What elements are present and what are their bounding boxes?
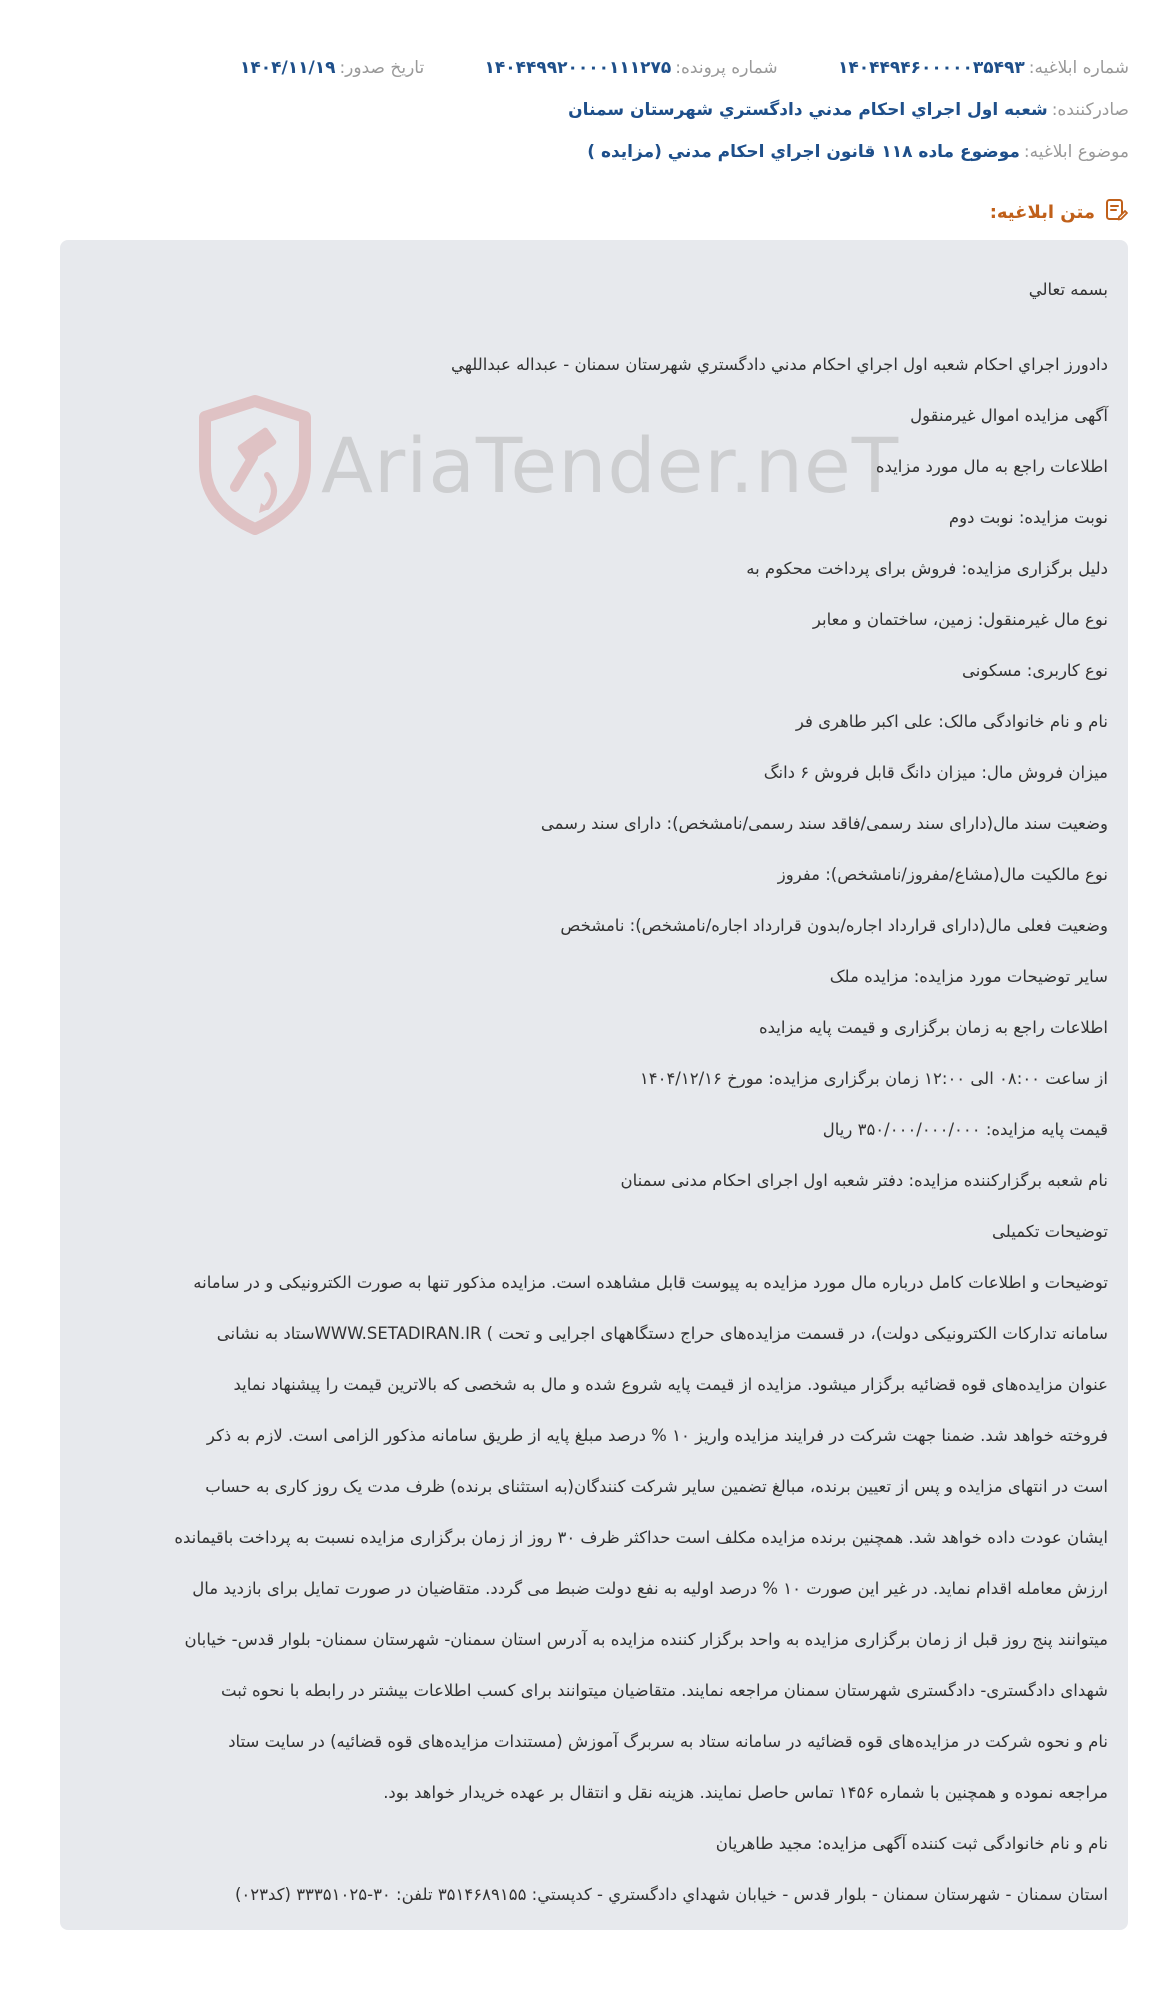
notice-line: مراجعه نموده و همچنین با شماره ۱۴۵۶ تماس حاصل نمایند. هزینه نقل و انتقال بر عهده خریدار خواهد بود. [383, 1783, 1108, 1802]
notice-line: نوبت مزایده: نوبت دوم [948, 508, 1108, 527]
notice-text-heading [990, 197, 1129, 228]
notice-line: اطلاعات راجع به زمان برگزاری و قیمت پایه مزایده [758, 1018, 1108, 1037]
notice-line: نام شعبه برگزارکننده مزایده: دفتر شعبه اول اجرای احکام مدنی سمنان [620, 1171, 1108, 1190]
case-number: ۱۴۰۴۴۹۹۲۰۰۰۰۱۱۱۲۷۵ [484, 58, 672, 78]
subject-label: موضوع ابلاغيه: [1023, 142, 1129, 162]
notice-line: عنوان مزایده‌های قوه قضائیه برگزار میشود. مزایده از قیمت پایه شروع شده و مال به شخصی که بالاترین قیمت را پیشنهاد نماید [233, 1375, 1108, 1394]
subject: موضوع ماده ۱۱۸ قانون اجراي احكام مدني (مزايده ) [587, 142, 1020, 162]
notice-meta-row [60, 56, 1129, 80]
notice-line: است در انتهای مزایده و پس از تعیین برنده، مبالغ تضمین سایر شرکت کنندگان(به استثنای برنده) ظرف مدت یک روز کاری به حساب [205, 1477, 1108, 1496]
notice-line: شهدای دادگستری- دادگستری شهرستان سمنان مراجعه نمایند. متقاضیان میتوانند برای کسب اطلاعات بیشتر در رابطه با نحوه ثبت [221, 1681, 1108, 1700]
notice-line: نام و نام خانوادگی مالک: علی اکبر طاهری فر [795, 712, 1108, 731]
notice-line: دادورز اجراي احكام شعبه اول اجراي احكام مدني دادگستري شهرستان سمنان - عبداله عبداللهي [450, 355, 1108, 374]
issue-date-field [240, 56, 424, 80]
notice-line: سایر توضیحات مورد مزایده: مزایده ملک [829, 967, 1108, 986]
notice-line: توضیحات تکمیلی [992, 1222, 1108, 1241]
issuer-row [60, 98, 1129, 122]
issue-date-label: تاريخ صدور: [339, 58, 425, 78]
notice-line: میتوانند پنج روز قبل از زمان برگزاری مزایده به واحد برگزار کننده مزایده به آدرس استان سمنان- شهرستان سمنان- بلوار قدس- خیابان [184, 1630, 1108, 1649]
notice-line: استان سمنان - شهرستان سمنان - بلوار قدس - خيابان شهداي دادگستري - كدپستي: ۳۵۱۴۶۸۹۱۵۵ تلفن: ۳۰-۳۳۳۵۱۰۲۵ (کد۰۲۳) [234, 1885, 1108, 1904]
notice-body [78, 264, 1108, 1920]
notice-text-box [60, 240, 1128, 1930]
issue-date: ۱۴۰۴/۱۱/۱۹ [240, 58, 336, 78]
notice-line: دلیل برگزاری مزایده: فروش برای پرداخت محکوم به [746, 559, 1108, 578]
subject-row [60, 140, 1129, 164]
notice-line: اطلاعات راجع به مال مورد مزایده [875, 457, 1108, 476]
case-number-label: شماره پرونده: [675, 58, 778, 78]
notice-line: بسمه تعالي [1028, 280, 1108, 299]
case-number-field [485, 56, 778, 80]
notice-line: آگهی مزایده اموال غیرمنقول [910, 406, 1108, 425]
issuer: شعبه اول اجراي احكام مدني دادگستري شهرستان سمنان [568, 100, 1048, 120]
notice-line: فروخته خواهد شد. ضمنا جهت شرکت در فرایند مزایده واریز ۱۰ % درصد مبلغ پایه از طریق سامانه مذکور الزامی است. لازم به ذکر [206, 1426, 1108, 1445]
notice-number-label: شماره ابلاغيه: [1028, 58, 1129, 78]
notice-line: نوع مالکیت مال(مشاع/مفروز/نامشخص): مفروز [777, 865, 1108, 884]
notice-line: نام و نحوه شرکت در مزایده‌های قوه قضائیه در سامانه ستاد به سربرگ آموزش (مستندات مزایده‌های قوه قضائیه) در سایت ستاد [228, 1732, 1108, 1751]
notice-line: توضیحات و اطلاعات کامل درباره مال مورد مزایده به پیوست قابل مشاهده است. مزایده مذکور تنها به صورت الکترونیکی و در سامانه [193, 1273, 1108, 1292]
notice-number-field [838, 56, 1129, 80]
notice-number: ۱۴۰۴۴۹۴۶۰۰۰۰۰۳۵۴۹۳ [837, 58, 1025, 78]
notice-line: نام و نام خانوادگی ثبت کننده آگهی مزایده: مجید طاهریان [715, 1834, 1108, 1853]
notice-text-title: متن ابلاغيه: [989, 202, 1095, 223]
notice-line: ایشان عودت داده خواهد شد. همچنین برنده مزایده مکلف است حداکثر ظرف ۳۰ روز از زمان برگزاری مزایده نسبت به پرداخت باقیمانده [174, 1528, 1108, 1547]
notice-line: میزان فروش مال: میزان دانگ قابل فروش ۶ دانگ [763, 763, 1108, 782]
watermark-text: AriaTender.neT [321, 420, 900, 510]
notice-line: وضعیت سند مال(دارای سند رسمی/فاقد سند رسمی/نامشخص): دارای سند رسمی [540, 814, 1108, 833]
issuer-label: صادرکننده: [1051, 100, 1129, 120]
notice-line: ارزش معامله اقدام نماید. در غیر این صورت ۱۰ % درصد اولیه به نفع دولت ضبط می گردد. متقاضیان در صورت تمایل برای بازدید مال [192, 1579, 1108, 1598]
notice-line: از ساعت ۰۸:۰۰ الی ۱۲:۰۰ زمان برگزاری مزایده: مورخ ۱۴۰۴/۱۲/۱۶ [639, 1069, 1108, 1088]
notice-line: سامانه تدارکات الکترونیکی دولت)، در قسمت مزایده‌های حراج دستگاههای اجرایی و تحت ) WWW.SETADIRAN.IRستاد به نشانی [216, 1324, 1108, 1343]
notice-line: نوع مال غیرمنقول: زمین، ساختمان و معابر [812, 610, 1108, 629]
notice-line: قیمت پایه مزایده: ۳۵۰/۰۰۰/۰۰۰/۰۰۰ ریال [822, 1120, 1108, 1139]
notice-line: وضعیت فعلی مال(دارای قرارداد اجاره/بدون قرارداد اجاره/نامشخص): نامشخص [560, 916, 1108, 935]
notice-line: نوع کاربری: مسکونی [961, 661, 1108, 680]
notice-line [78, 315, 1108, 339]
document-edit-icon [1095, 197, 1129, 228]
